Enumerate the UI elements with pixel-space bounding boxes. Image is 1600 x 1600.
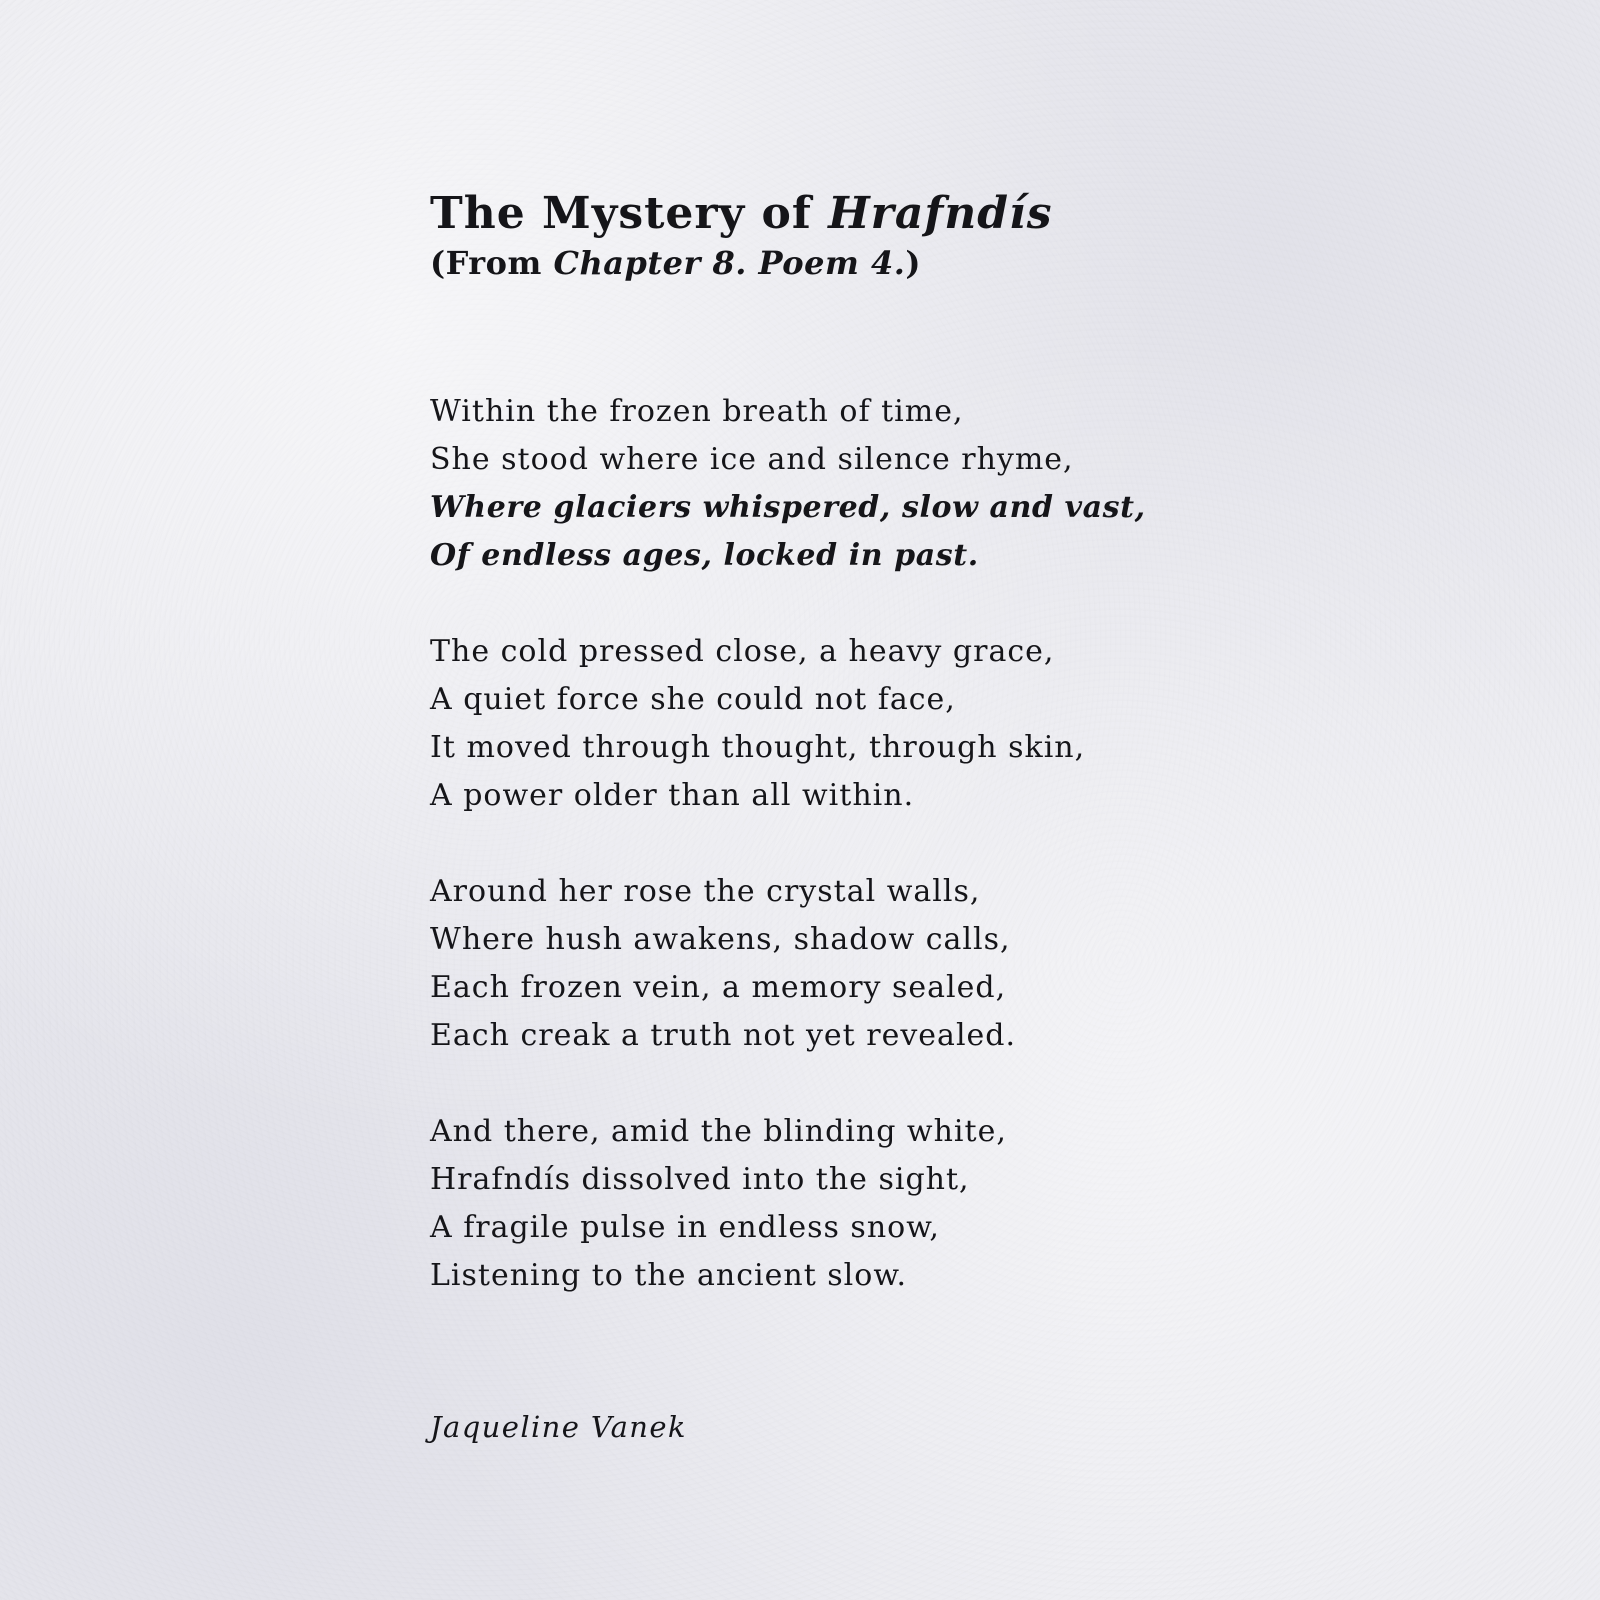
poem-title-italic: Hrafndís bbox=[828, 188, 1053, 239]
poem-line: Each frozen vein, a memory sealed, bbox=[430, 970, 1007, 1005]
poem-line: A power older than all within. bbox=[430, 778, 915, 813]
poem-line: A quiet force she could not face, bbox=[430, 682, 956, 717]
poem-line: Within the frozen breath of time, bbox=[430, 394, 964, 429]
poem-line-emphasized: Of endless ages, locked in past. bbox=[430, 538, 979, 573]
stanza-4 bbox=[430, 1108, 1430, 1300]
poem-line: Each creak a truth not yet revealed. bbox=[430, 1018, 1017, 1053]
stanza-1 bbox=[430, 388, 1430, 580]
stanza-3 bbox=[430, 868, 1430, 1060]
subtitle-open: (From bbox=[430, 244, 554, 282]
stanza-2 bbox=[430, 628, 1430, 820]
poem-line: A fragile pulse in endless snow, bbox=[430, 1210, 940, 1245]
poem-title-text: The Mystery of bbox=[430, 188, 829, 239]
author-signature: Jaqueline Vanek bbox=[430, 1410, 687, 1444]
poem-line: She stood where ice and silence rhyme, bbox=[430, 442, 1074, 477]
poem-line: And there, amid the blinding white, bbox=[430, 1114, 1007, 1149]
subtitle-close: ) bbox=[905, 244, 921, 282]
poem-page bbox=[430, 188, 1430, 1444]
poem-line: Around her rose the crystal walls, bbox=[430, 874, 981, 909]
poem-body bbox=[430, 388, 1430, 1300]
poem-line: Hrafndís dissolved into the sight, bbox=[430, 1162, 970, 1197]
poem-line-emphasized: Where glaciers whispered, slow and vast, bbox=[430, 490, 1146, 525]
poem-line: The cold pressed close, a heavy grace, bbox=[430, 634, 1055, 669]
subtitle-chapter: Chapter 8. Poem 4. bbox=[553, 244, 906, 282]
poem-line: It moved through thought, through skin, bbox=[430, 730, 1086, 765]
poem-title bbox=[430, 188, 1430, 240]
poem-line: Listening to the ancient slow. bbox=[430, 1258, 907, 1293]
poem-line: Where hush awakens, shadow calls, bbox=[430, 922, 1011, 957]
poem-subtitle bbox=[430, 242, 1430, 284]
